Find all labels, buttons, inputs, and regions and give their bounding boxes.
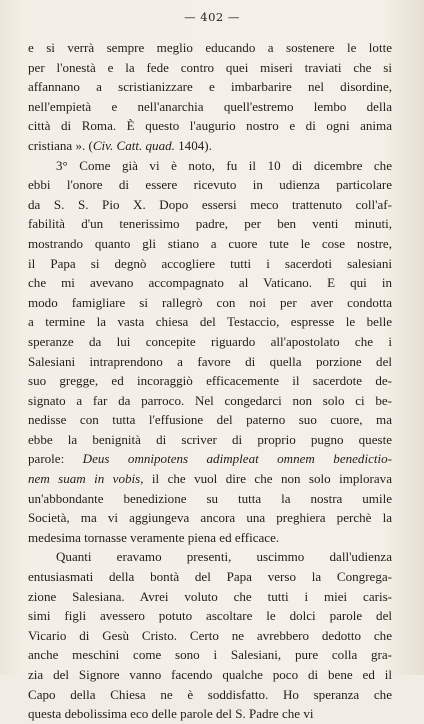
text-line [28,371,392,391]
text-line [28,547,392,567]
text-line [28,97,392,117]
text-run: Quanti eravamo presenti, uscimmo dall'udienza [56,549,392,565]
text-run: entusiasmati della bontà del Papa verso la Congrega- [28,569,392,585]
text-line [28,352,392,372]
text-run: zione Salesiana. Avrei voluto che tutti i miei caris- [28,588,392,604]
text-line [28,606,392,626]
text-line [28,136,392,156]
text-line [28,38,392,58]
text-line [28,175,392,195]
text-line [28,312,392,332]
text-line [28,704,392,724]
text-line [28,626,392,646]
text-line [28,449,392,469]
text-run: parole: [28,451,83,467]
text-run: Società, ma vi aggiungeva ancora una preghiera perchè la [28,510,392,526]
text-run: ebbi l'onore di essere ricevuto in udienza particolare [28,177,392,193]
text-run: per l'onestà e la fede contro quei miseri traviati che si [28,59,392,75]
text-run: anche meschini come sono i Salesiani, pure colla gra- [28,647,392,663]
text-line [28,685,392,705]
text-run: Salesiani intraprendono a favore di quella porzione del [28,353,392,369]
text-run: che mi avevano accompagnato al Vaticano. E qui in [28,275,392,291]
text-run: città di Roma. È questo l'augurio nostro e di ogni anima [28,118,392,134]
text-run: Capo della Chiesa ne è soddisfatto. Ho speranza che [28,686,392,702]
italic-text: nem suam in vobis, [28,471,144,487]
text-line [28,195,392,215]
text-line [28,116,392,136]
text-run: suo gregge, ed incoraggiò efficacemente il sacerdote de- [28,373,392,389]
text-run: nell'empietà e nell'anarchia quell'estremo lembo della [28,98,392,114]
text-line [28,567,392,587]
text-run: questa debolissima eco delle parole del S. Padre che vi [28,706,314,722]
text-line [28,293,392,313]
text-run: da S. S. Pio X. Dopo essersi meco trattenuto coll'af- [28,196,392,212]
text-run: mostrando quanto gli stiano a cuore tute le cose nostre, [28,235,392,251]
text-line [28,645,392,665]
italic-text: Deus omnipotens adimpleat omnem benedictio- [82,451,392,467]
text-line [28,77,392,97]
text-line [28,214,392,234]
text-line [28,489,392,509]
text-run: fabilità d'un tenerissimo padre, per ben venti minuti, [28,216,392,232]
text-run: ebbe la benignità di scriver di proprio pugno queste [28,431,392,447]
text-run: e si verrà sempre meglio educando a sostenere le lotte [28,40,392,55]
text-run: simi figli avessero potuto ascoltare le dolci parole del [28,608,392,624]
text-line [28,234,392,254]
text-run: affannano a scristianizzare e imbarbarire nel disordine, [28,79,392,95]
text-run: nedisse con tutta l'effusione del paterno suo cuore, ma [28,412,392,428]
text-line [28,254,392,274]
text-line [28,156,392,176]
text-line [28,469,392,489]
text-line [28,528,392,548]
text-line [28,587,392,607]
text-run: speranze da lui concepite riguardo all'apostolato che i [28,333,392,349]
text-run: 3° Come già vi è noto, fu il 10 di dicembre che [56,157,392,173]
text-run: un'abbondante benedizione su tutta la nostra umile [28,490,392,506]
text-line [28,430,392,450]
text-line [28,508,392,528]
body-text [28,38,392,724]
text-run: 1404). [174,137,212,153]
text-run: medesima tornasse veramente piena ed efficace. [28,529,280,545]
text-run: modo famigliare si rallegrò con noi per aver condotta [28,294,392,310]
text-run: il che vuol dire che non solo implorava [143,471,392,487]
text-run: zia del Signore vanno facendo qualche poco di bene ed il [28,667,392,682]
text-run: signato a far da parroco. Nel congedarci non solo ci be- [28,392,392,408]
text-line [28,410,392,430]
text-run: il Papa si degnò accogliere tutti i sacerdoti salesiani [28,255,392,271]
text-line [28,273,392,293]
italic-text: Civ. Catt. quad. [92,137,175,153]
text-run: Vicario di Gesù Cristo. Certo ne avrebbero dedotto che [28,627,392,643]
text-run: cristiana ». ( [28,137,93,153]
text-line [28,332,392,352]
text-line [28,58,392,78]
text-line [28,391,392,411]
page-number: — 402 — [184,10,240,24]
text-run: a termine la vasta chiesa del Testaccio, espresse le belle [28,314,392,330]
